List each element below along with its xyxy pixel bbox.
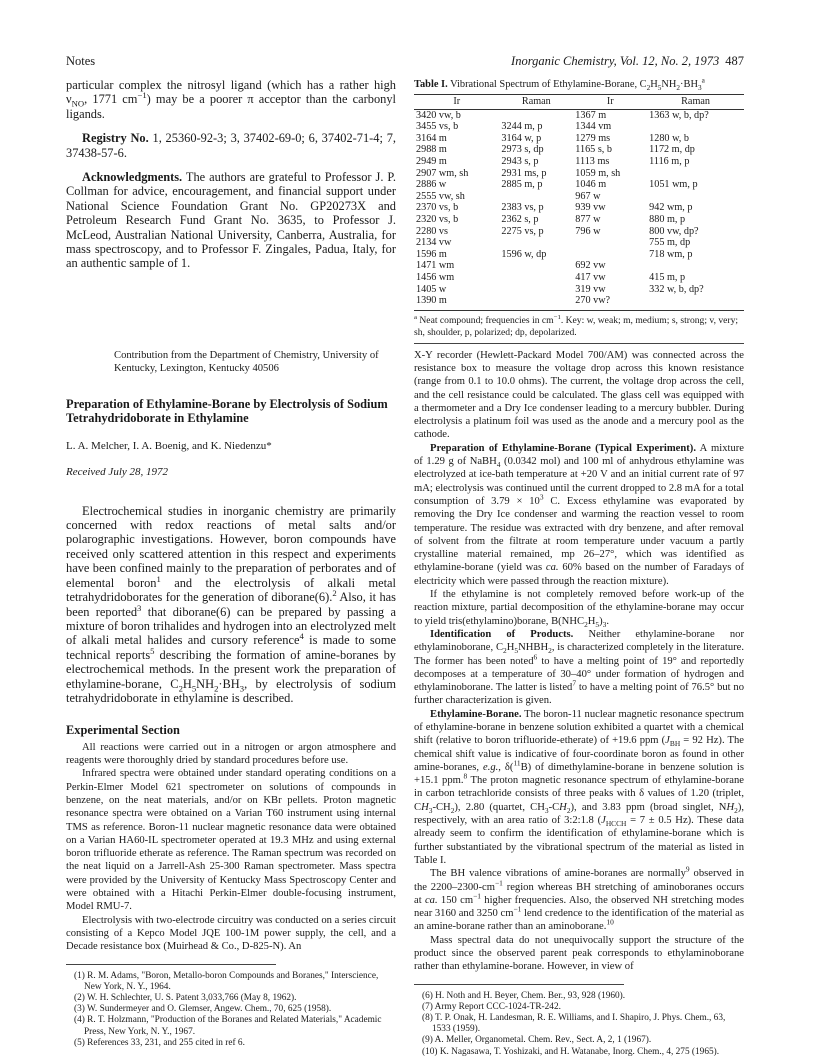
ident-text: Neither ethylamine-borane nor ethylaminoborane, $C_2H_5NHBH_2$, is characterized completely in the literature. The former has been noted$^6$ to have a melting point of 19° and reportedly decomposes at a temperature of 30–40° under formation of hydrogen and ethylaminoborane. The latter is listed$^7$ to have a melting point of 76.5° but no further characterization is given.: [414, 628, 744, 707]
intro-paragraph: Electrochemical studies in inorganic chemistry are primarily concerned with redox reactions of metal salts and/or polarographic investigations. However, boron compounds have received only scattered attention in this respect and experiments have been confined mainly to the preparation of perborates and of elemental boron$^1$ and the electrolysis of alkali metal tetrahydridoborates for the generation of diborane(6).$^2$ Also, it has been reported$^3$ that diborane(6) can be prepared by passing a mixture of boron trihalides and hydrogen into an electrolyzed melt of alkali metal halides and cursory reference$^4$ is made to some technical reports$^5$ describing the formation of amine-boranes by electrochemical methods. In the present work the preparation of ethylamine-borane, $C_2H_5NH_2\cdot BH_3$, by electrolysis of sodium tetrahydridoborate in ethylamine is described.: [66, 503, 397, 705]
table-cell: [499, 284, 573, 296]
continued-paragraph: X-Y recorder (Hewlett-Packard Model 700/AM) was connected across the resistance box to measure the voltage drop across this known resistance (range from 0.1 to 10.0 ohms). The current, the voltage drop across the cell, and the cell resistance could be calculated. The glass cell was equipped with a thermometer and a Dry Ice condenser leading to a mercury bubbler. During electrolysis a platinum foil was used as the anode and a mercury pool as the cathode.: [414, 349, 744, 441]
table-cell: [573, 249, 647, 261]
reference: (7) Army Report CCC-1024-TR-242.: [422, 1001, 561, 1012]
reference: (6) H. Noth and H. Beyer, Chem. Ber., 93, 928 (1960).: [422, 990, 626, 1001]
table-rule: [414, 343, 744, 344]
table-cell: 319 vw: [575, 283, 606, 295]
table-cell: [647, 121, 744, 133]
table-cell: [647, 191, 744, 203]
table-cell: 942 wm, p: [649, 202, 693, 214]
acknowledgments: [66, 170, 396, 271]
footnote-rule: [66, 964, 276, 965]
mass-spectral-paragraph: Mass spectral data do not unequivocally support the structure of the product since the observed parent peak corresponds to ethylaminoborane rather than ethylamine-borane. However, in view of: [414, 934, 744, 973]
table-cell: 2931 ms, p: [501, 167, 547, 179]
table-cell: 1051 wm, p: [649, 179, 698, 191]
table-row: [414, 284, 744, 296]
table-cell: 415 m, p: [649, 271, 686, 283]
table-row: [414, 202, 744, 214]
registry-text: 1, 25360-92-3; 3, 37402-69-0; 6, 37402-71-4; 7, 37438-57-6.: [66, 131, 396, 160]
ethylamine-borane-paragraph: [414, 708, 744, 868]
registry-numbers: [66, 131, 396, 160]
table-cell: 1471 wm: [416, 260, 455, 272]
exp-paragraph-2: Infrared spectra were obtained under standard operating conditions on a Perkin-Elmer Model 621 spectrometer on solutions of compounds in benzene, on the neat materials, and/or on KBr pellets. Proton magnetic resonance spectra were obtained on a Varian T60 instrument using internal TMS as reference. Boron-11 nuclear magnetic resonance data were obtained on a Varian HA60-IL spectrometer operated at 19.3 MHz and using external boron trifluoride etherate as reference. The Raman spectrum was recorded on the neat liquid on a Jarrell-Ash 25-300 Raman spectrometer. Mass spectra were provided by the University of Kentucky Mass Spectroscopy Center and were obtained with a Hitachi Perkin-Elmer double-focusing instrument, Model RMU-7.: [66, 768, 396, 913]
table-cell: 1059 m, sh: [575, 167, 621, 179]
reference: (4) R. T. Holzmann, "Production of the Boranes and Related Materials," Academic Press, New York, N. Y., 1967.: [74, 1015, 382, 1037]
table-cell: [647, 168, 744, 180]
ack-label: Acknowledgments.: [82, 170, 183, 185]
table-cell: 270 vw?: [573, 295, 647, 310]
table-row: [414, 191, 744, 203]
column-header: Raman: [647, 95, 744, 110]
reference: (8) T. P. Onak, H. Landesman, R. E. Williams, and I. Shapiro, J. Phys. Chem., 63, 1533 (1959).: [422, 1013, 726, 1035]
right-references: [414, 991, 744, 1058]
table-row: [414, 249, 744, 261]
prep-paragraph-2: If the ethylamine is not completely removed before work-up of the reaction mixture, partial decomposition of the ethylamine-borane may occur to yield tris(ethylamino)borane, $B(NHC_2H_5)_3$.: [414, 589, 744, 629]
table-cell: [499, 237, 573, 249]
table-cell: [647, 260, 744, 272]
table-cell: 2555 vw, sh: [416, 190, 465, 202]
reference: (9) A. Meller, Organometal. Chem. Rev., Sect. A, 2, 1 (1967).: [422, 1035, 652, 1046]
authors: L. A. Melcher, I. A. Boenig, and K. Niedenzu*: [66, 440, 272, 453]
table-row: [414, 295, 744, 310]
vibrational-table: [414, 94, 744, 311]
table-cell: 2280 vs: [416, 225, 448, 237]
table-cell: [499, 191, 573, 203]
table-cell: 2973 s, dp: [501, 144, 544, 156]
table-cell: 2275 vs, p: [501, 225, 544, 237]
eab-label: Ethylamine-Borane.: [430, 708, 522, 720]
table-row: [414, 179, 744, 191]
table-body: [414, 109, 744, 310]
section-heading-experimental: Experimental Section: [66, 723, 180, 738]
running-header: [66, 54, 744, 72]
journal-citation: [511, 54, 744, 69]
table-cell: 3244 m, p: [501, 121, 543, 133]
table-cell: 939 vw: [575, 202, 606, 214]
table-cell: 1456 wm: [416, 271, 455, 283]
registry-label: Registry No.: [82, 131, 149, 146]
eab-text: The boron-11 nuclear magnetic resonance spectrum of ethylamine-borane in benzene solution exhibited a quartet with a chemical shift (relative to boron trifluoride-etherate) of +19.6 ppm ($J_{BH} = 92$ Hz). The chemical shift value is indicative of four-coordinate boron as found in other amine-boranes, e.g., δ($^{11}$B) of dimethylamine-borane in benzene solution is +15.1 ppm.$^8$ The proton magnetic resonance spectrum of ethylamine-borane in carbon tetrachloride consists of three peaks with δ values of 1.20 (triplet, $CH_3-CH_2$), 2.80 (quartet, $CH_3-CH_2$), and 3.83 ppm (broad singlet, $NH_2$), respectively, with an area ratio of 3:2:1.8 ($J_{HCCH} = 7 \pm 0.5$ Hz). These data already seem to confirm the identification of ethylamine-borane which is further substantiated by the vibrational spectrum of the material as listed in Table I.: [414, 708, 744, 866]
table-cell: 880 m, p: [649, 213, 686, 225]
page-number: 487: [725, 54, 744, 68]
preparation-paragraph: [414, 442, 744, 588]
table-cell: 2320 vs, b: [416, 213, 459, 225]
footnote-rule: [414, 984, 624, 985]
table-cell: 1279 ms: [575, 132, 611, 144]
table-footnote: $^a$ Neat compound; frequencies in $cm^{-1}$. Key: w, weak; m, medium; s, strong; v, very; sh, shoulder, p, polarized; dp, depolarized.: [414, 313, 739, 338]
table-cell: 718 wm, p: [649, 248, 693, 260]
table-cell: 332 w, b, dp?: [649, 283, 704, 295]
table-cell: 1596 m: [416, 248, 447, 260]
table-cell: 2943 s, p: [501, 155, 539, 167]
table-cell: 1172 m, dp: [649, 144, 695, 156]
table-header-row: [414, 95, 744, 110]
table-row: [414, 109, 744, 121]
journal-name: Inorganic Chemistry, Vol. 12, No. 2, 1973: [511, 54, 720, 68]
table-cell: 967 w: [575, 190, 601, 202]
received-date: Received July 28, 1972: [66, 466, 169, 479]
table-cell: 692 vw: [575, 260, 606, 272]
table-cell: 2949 m: [416, 155, 447, 167]
table-row: [414, 272, 744, 284]
column-header: Ir: [573, 95, 647, 110]
table-row: [414, 121, 744, 133]
reference: (1) R. M. Adams, "Boron, Metallo-boron Compounds and Boranes," Interscience, New York, N. Y., 1964.: [74, 970, 379, 992]
table-cell: 2362 s, p: [501, 213, 539, 225]
table-row: [414, 260, 744, 272]
section-label: Notes: [66, 54, 96, 68]
table-cell: [499, 260, 573, 272]
previous-article-ending: particular complex the nitrosyl ligand (which has a rather high $\nu_{NO}$, 1771 $cm^{-1}$) may be a poorer π acceptor than the carbonyl ligands.: [66, 78, 396, 121]
reference: (10) K. Nagasawa, T. Yoshizaki, and H. Watanabe, Inorg. Chem., 4, 275 (1965).: [422, 1046, 720, 1057]
left-references: [66, 971, 396, 1049]
table-cell: [499, 272, 573, 284]
table-cell: 796 w: [575, 225, 601, 237]
column-header: Raman: [499, 95, 573, 110]
table-cell: 417 vw: [575, 271, 606, 283]
bh-vibrations-paragraph: The BH valence vibrations of amine-boranes are normally$^9$ observed in the $2200-2300-cm^{-1}$ region whereas BH stretching of aminoboranes occurs at ca. 150 $cm^{-1}$ higher frequencies. Also, the observed NH stretching modes near 3160 and 3250 $cm^{-1}$ lend credence to the identification of the material as an amine-borane rather than an aminoborane.$^{10}$: [414, 864, 745, 933]
table-label: Table I.: [414, 79, 448, 90]
table-cell: 3164 m: [416, 132, 447, 144]
table-cell: 1363 w, b, dp?: [649, 109, 709, 121]
table-cell: 3420 vw, b: [416, 109, 461, 121]
table-cell: 1165 s, b: [575, 144, 612, 156]
table-cell: 800 vw, dp?: [649, 225, 699, 237]
ack-text: The authors are grateful to Professor J. P. Collman for advice, encouragement, and financial support under National Science Foundation Grant No. GP20273X and Petroleum Research Fund Grant No. 3635, to Professor J. McLeod, Australian National University, Canberra, Australia, for mass spectroscopy, and to Professor F. Zingales, Padua, Italy, for an authentic sample of 1.: [66, 170, 397, 271]
table-cell: [499, 109, 573, 121]
table-cell: 1596 w, dp: [501, 248, 547, 260]
table-cell: 1116 m, p: [649, 155, 690, 167]
table-row: [414, 156, 744, 168]
table-cell: 3164 w, p: [501, 132, 542, 144]
prep-label: Preparation of Ethylamine-Borane (Typical Experiment).: [430, 442, 696, 454]
table-cell: 877 w: [575, 213, 601, 225]
reference: (3) W. Sundermeyer and O. Glemser, Angew. Chem., 70, 625 (1958).: [74, 1004, 332, 1015]
identification-paragraph: [414, 628, 744, 708]
table-row: [414, 226, 744, 238]
table-cell: 3455 vs, b: [416, 121, 459, 133]
prep-text: A mixture of 1.29 g of NaBH$_4$ (0.0342 mol) and 100 ml of anhydrous ethylamine was electrolyzed at ice-bath temperature at +20 V and an initial current rate of 97 mA; electrolysis was continued until the current dropped to 2.8 mA for a total consumption of $3.79 \times 10^3$ C. Excess ethylamine was evaporated by removing the Dry Ice condenser and warming the reaction vessel to room temperature. The residue was extracted with dry benzene, and after removal of solvent from the filtrate at room temperature under vacuum a partly crystalline material remained, mp 26–27°, which was identified as ethylamine-borane (yield was ca. 60% based on the number of Faradays of electricity which were passed through the reaction mixture).: [414, 442, 745, 587]
table-title: Vibrational Spectrum of Ethylamine-Borane, $C_2H_5NH_2\cdot BH_3^a$: [450, 76, 705, 93]
reference: (2) W. H. Schlechter, U. S. Patent 3,033,766 (May 8, 1962).: [74, 992, 297, 1003]
table-cell: 1280 w, b: [649, 132, 689, 144]
left-column: [66, 78, 396, 1049]
table-cell: 2383 vs, p: [501, 202, 544, 214]
table-cell: 2134 vw: [416, 237, 452, 249]
table-cell: 1113 ms: [575, 155, 610, 167]
table-cell: 2907 wm, sh: [416, 167, 469, 179]
table-cell: 2885 m, p: [501, 179, 543, 191]
table-cell: 1367 m: [575, 109, 607, 121]
table-row: [414, 237, 744, 249]
contribution-line: Contribution from the Department of Chemistry, University of Kentucky, Lexington, Kentucky 40506: [114, 349, 379, 374]
ident-label: Identification of Products.: [430, 628, 574, 640]
table-row: [414, 168, 744, 180]
table-cell: 2886 w: [416, 179, 447, 191]
table-cell: [647, 295, 744, 310]
column-header: Ir: [414, 95, 499, 110]
table-cell: 1390 m: [414, 295, 499, 310]
table-cell: 2988 m: [416, 144, 447, 156]
table-cell: 1405 w: [416, 283, 447, 295]
table-cell: [573, 237, 647, 249]
spacer: [66, 271, 396, 349]
table-row: [414, 133, 744, 145]
table-caption: [414, 78, 744, 91]
table-cell: 2370 vs, b: [416, 202, 459, 214]
table-row: [414, 214, 744, 226]
exp-paragraph-3: Electrolysis with two-electrode circuitry was conducted on a series circuit consisting of a Kepco Model JQE 100-1M power supply, the cell, and a Decade resistance box (Muirhead & Co., D-825-N). An: [66, 914, 396, 953]
table-row: [414, 144, 744, 156]
table-cell: 1046 m: [575, 179, 607, 191]
article-title: Preparation of Ethylamine-Borane by Electrolysis of Sodium Tetrahydridoborate in Ethylamine: [66, 396, 388, 426]
table-cell: [499, 295, 573, 310]
exp-paragraph-1: All reactions were carried out in a nitrogen or argon atmosphere and reagents were thoroughly dried by standard procedures before use.: [66, 741, 396, 767]
table-cell: 1344 vm: [575, 121, 612, 133]
table-cell: 755 m, dp: [649, 237, 691, 249]
right-column: [414, 78, 744, 1058]
reference: (5) References 33, 231, and 255 cited in ref 6.: [74, 1037, 245, 1048]
